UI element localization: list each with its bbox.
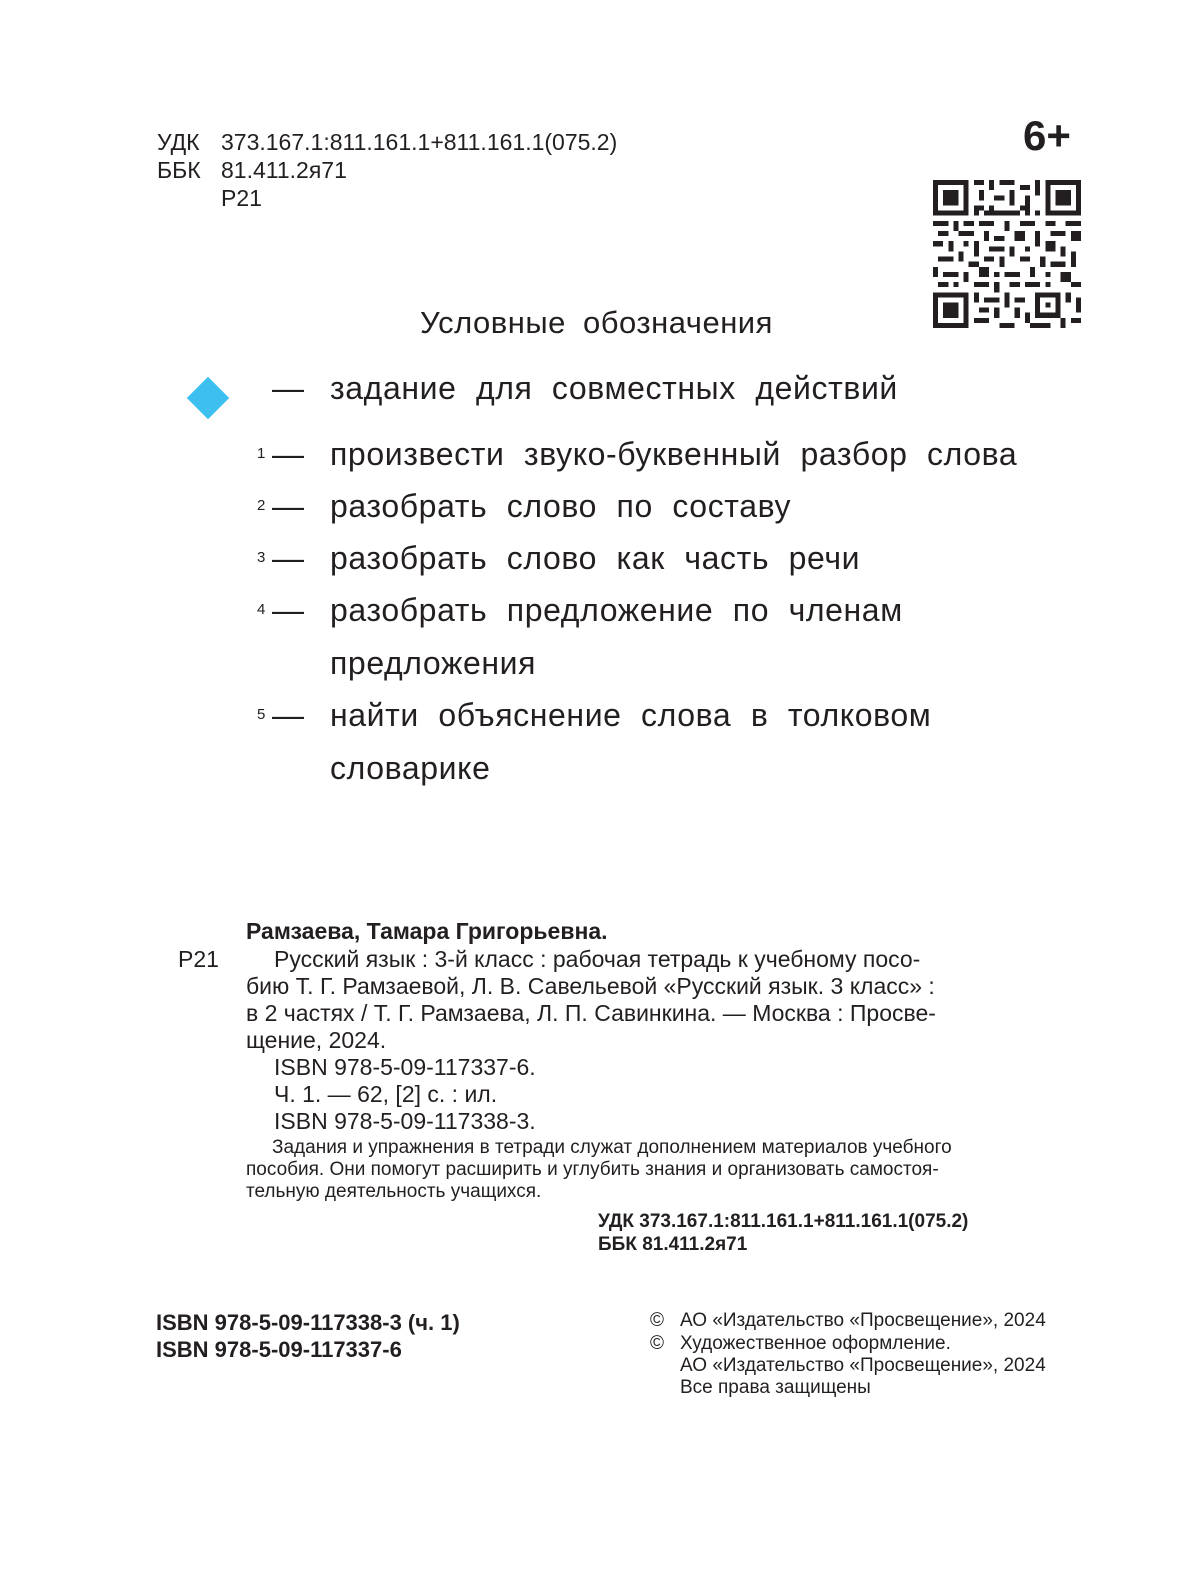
legend-item-text: разобрать предложение по членам [330, 592, 903, 628]
legend-item-number: 4 [257, 601, 266, 618]
card-bib-line: щение, 2024. [246, 1027, 387, 1053]
card-isbn-part: ISBN 978-5-09-117338-3. [274, 1108, 536, 1134]
copyright-icon: © [650, 1310, 664, 1331]
legend-dash: — [272, 540, 304, 576]
card-mark: Р21 [178, 946, 219, 972]
card-annotation-line: Задания и упражнения в тетради служат дополнением материалов учебного [272, 1137, 952, 1158]
legend-item-text: произвести звуко-буквенный разбор слова [330, 436, 1018, 472]
udk-value: 373.167.1:811.161.1+811.161.1(075.2) [221, 129, 618, 155]
legend-item-number: 2 [257, 497, 266, 514]
card-annotation-line: пособия. Они помогут расширить и углубить знания и организовать самостоя- [246, 1159, 939, 1180]
copyright-line: Все права защищены [680, 1377, 871, 1398]
copyright-icon: © [650, 1333, 664, 1354]
legend-dash: — [272, 488, 304, 524]
legend-dash: — [272, 436, 304, 472]
legend-item-text-continued: предложения [330, 645, 537, 681]
bbk-value: 81.411.2я71 [221, 157, 347, 183]
legend-item-text: разобрать слово как часть речи [330, 540, 861, 576]
legend-item-number: 1 [257, 445, 266, 462]
copyright-line: АО «Издательство «Просвещение», 2024 [680, 1355, 1046, 1376]
copyright-line: АО «Издательство «Просвещение», 2024 [680, 1310, 1046, 1331]
copyright-line: Художественное оформление. [680, 1333, 951, 1354]
age-rating: 6+ [1023, 112, 1071, 159]
udk-label: УДК [157, 129, 200, 155]
card-annotation-line: тельную деятельность учащихся. [246, 1181, 542, 1202]
legend-title: Условные обозначения [420, 305, 773, 340]
udk-row [157, 128, 617, 156]
legend-item-number: 5 [257, 706, 266, 723]
card-bib-line: бию Т. Г. Рамзаевой, Л. В. Савельевой «Русский язык. 3 класс» : [246, 973, 935, 999]
isbn-set: ISBN 978-5-09-117337-6 [156, 1337, 402, 1362]
author-mark: Р21 [221, 185, 262, 211]
legend-item-text-continued: словарике [330, 750, 491, 786]
bbk-row [157, 156, 347, 184]
legend-dash: — [272, 592, 304, 628]
legend-diamond-text: задание для совместных действий [330, 370, 898, 406]
legend-dash: — [272, 697, 304, 733]
diamond-icon [187, 377, 229, 419]
isbn-part1: ISBN 978-5-09-117338-3 (ч. 1) [156, 1310, 460, 1335]
legend-item-text: найти объяснение слова в толковом [330, 697, 932, 733]
card-author: Рамзаева, Тамара Григорьевна. [246, 918, 608, 944]
card-bib-line: Русский язык : 3-й класс : рабочая тетрадь к учебному посо- [274, 946, 921, 972]
legend-dash: — [272, 370, 304, 406]
card-bbk: ББК 81.411.2я71 [598, 1234, 748, 1255]
card-bib-line: в 2 частях / Т. Г. Рамзаева, Л. П. Савинкина. — Москва : Просве- [246, 1000, 936, 1026]
card-part: Ч. 1. — 62, [2] с. : ил. [274, 1081, 498, 1107]
legend-item-text: разобрать слово по составу [330, 488, 792, 524]
qr-code-icon [933, 180, 1081, 328]
card-udk: УДК 373.167.1:811.161.1+811.161.1(075.2) [598, 1211, 969, 1232]
author-mark-row [157, 184, 262, 212]
bbk-label: ББК [157, 157, 201, 183]
legend-item-number: 3 [257, 549, 266, 566]
card-isbn-set: ISBN 978-5-09-117337-6. [274, 1054, 536, 1080]
